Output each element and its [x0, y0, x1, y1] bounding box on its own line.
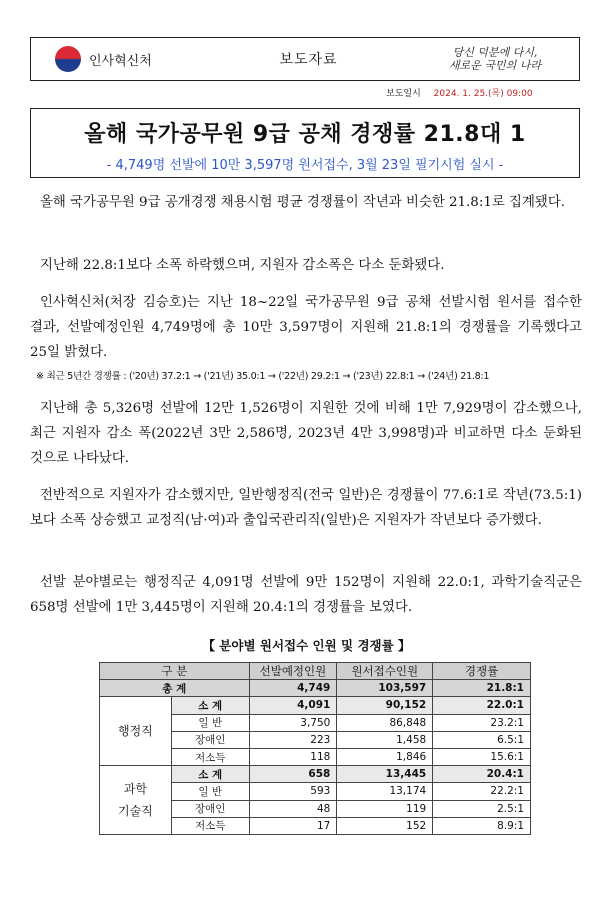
group-label: 과학 기술직 — [100, 766, 172, 835]
table-row: 과학 기술직 소 계 658 13,445 20.4:1 — [100, 766, 531, 783]
applicants-table — [99, 662, 531, 835]
paragraph: 지난해 22.8:1보다 소폭 하락했으며, 지원자 감소폭은 다소 둔화됐다. — [40, 258, 445, 273]
paragraph: 인사혁신처(처장 김승호)는 지난 18~22일 국가공무원 9급 공채 선발시험 원서를 접수한 결과, 선발예정인원 4,749명에 총 10만 3,597명이 지원해 21.8:1의 경쟁률을 기록했다고 25일 밝혔다. — [30, 295, 582, 360]
table-total-row: 총 계 4,749 103,597 21.8:1 — [100, 680, 531, 697]
header-box — [30, 37, 580, 81]
table-row: 일 반 3,750 86,848 23.2:1 — [100, 714, 531, 731]
release-date-value: 2024. 1. 25.(목) 09:00 — [433, 89, 533, 99]
group-label: 행정직 — [100, 697, 172, 766]
table-caption: 【 분야별 원서접수 인원 및 경쟁률 】 — [202, 638, 411, 653]
header-applied: 원서접수인원 — [337, 663, 433, 680]
table-row: 행정직 소 계 4,091 90,152 22.0:1 — [100, 697, 531, 714]
page-subtitle: - 4,749명 선발에 10만 3,597명 원서접수, 3월 23일 필기시험 실시 - — [106, 158, 504, 173]
org-logo — [31, 46, 206, 72]
table-header-row — [100, 663, 531, 680]
table-row: 장애인 48 119 2.5:1 — [100, 800, 531, 817]
paragraph: 지난해 총 5,326명 선발에 12만 1,526명이 지원한 것에 비해 1만 7,929명이 감소했으나, 최근 지원자 감소 폭(2022년 3만 2,586명, 2023년 4만 3,998명)과 비교하면 다소 둔화된 것으로 나타났다. — [30, 401, 582, 466]
table-row: 장애인 223 1,458 6.5:1 — [100, 731, 531, 748]
header-category: 구 분 — [100, 663, 250, 680]
taegeuk-logo-icon — [55, 46, 81, 72]
slogan — [411, 46, 579, 72]
header-ratio: 경쟁률 — [433, 663, 531, 680]
release-date-label: 보도일시 — [386, 89, 421, 99]
header-planned: 선발예정인원 — [249, 663, 337, 680]
slogan-line-2: 새로운 국민의 나라 — [448, 59, 541, 72]
competition-history-note: ※ 최근 5년간 경쟁률 : ('20년) 37.2:1 → ('21년) 35.0:1 → ('22년) 29.2:1 → ('23년) 22.8:1 → ('24년) 21.8:1 — [36, 371, 490, 382]
paragraph: 올해 국가공무원 9급 공개경쟁 채용시험 평균 경쟁률이 작년과 비슷한 21.8:1로 집계됐다. — [40, 195, 566, 210]
release-date — [386, 86, 533, 99]
table-row: 일 반 593 13,174 22.2:1 — [100, 783, 531, 800]
org-name: 인사혁신처 — [89, 53, 152, 69]
paragraph: 선발 분야별로는 행정직군 4,091명 선발에 9만 152명이 지원해 22.0:1, 과학기술직군은 658명 선발에 1만 3,445명이 지원해 20.4:1의 경쟁률을 보였다. — [30, 575, 582, 615]
title-box — [30, 108, 580, 178]
release-type: 보도자료 — [279, 52, 338, 68]
page-title: 올해 국가공무원 9급 공채 경쟁률 21.8대 1 — [84, 122, 526, 147]
table-row: 저소득 118 1,846 15.6:1 — [100, 748, 531, 765]
slogan-line-1: 당신 덕분에 다시, — [452, 46, 538, 59]
paragraph: 전반적으로 지원자가 감소했지만, 일반행정직(전국 일반)은 경쟁률이 77.6:1로 작년(73.5:1)보다 소폭 상승했고 교정직(남·여)과 출입국관리직(일반)은 지원자가 작년보다 증가했다. — [30, 488, 582, 528]
table-row: 저소득 17 152 8.9:1 — [100, 817, 531, 834]
